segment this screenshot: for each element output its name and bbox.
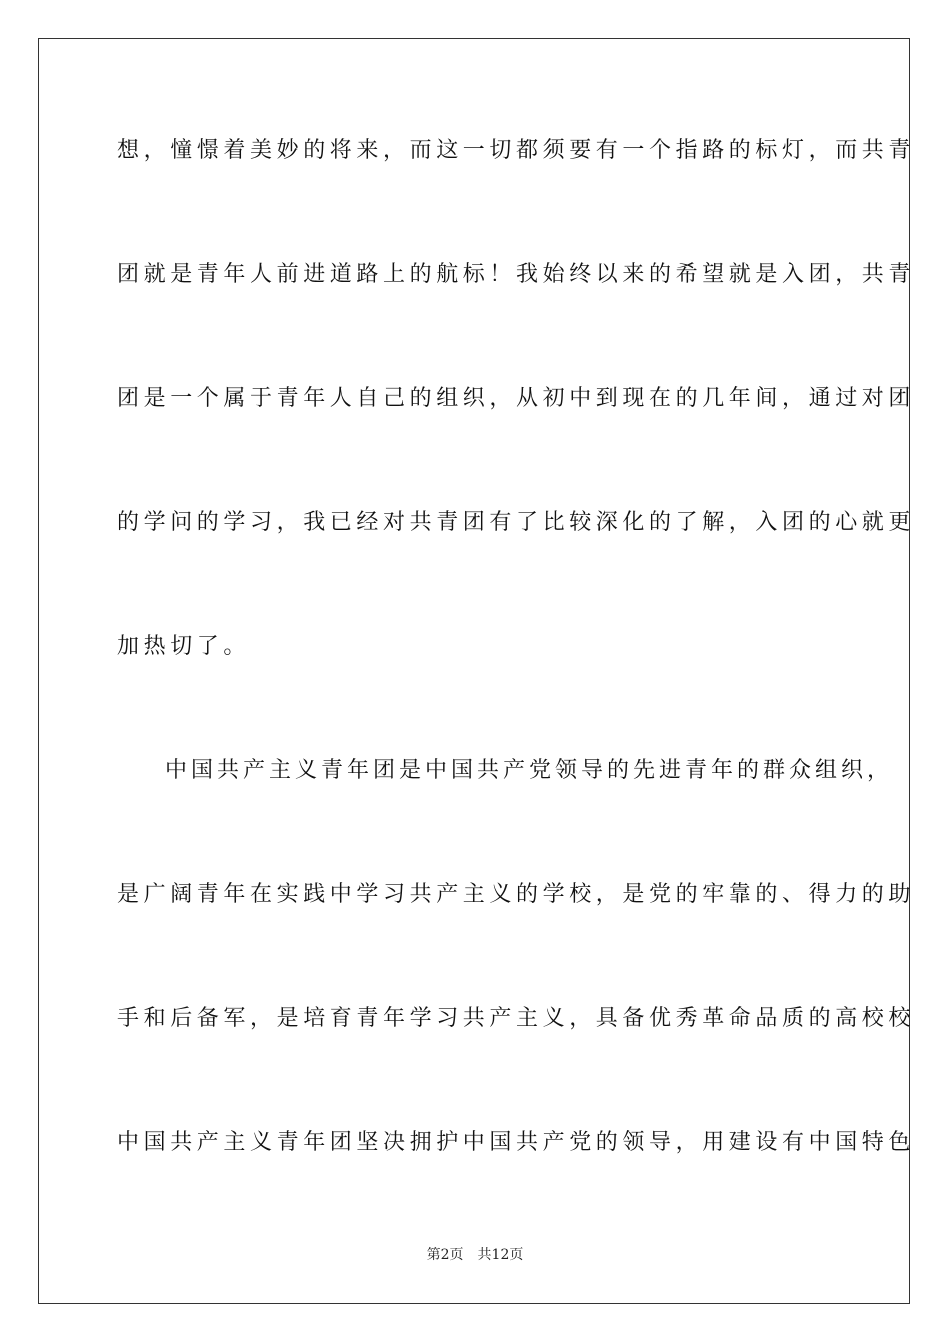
body-text-line: 加热切了。 [117, 634, 251, 659]
body-text-line: 中国共产主义青年团坚决拥护中国共产党的领导，用建设有中国特色 [117, 1130, 916, 1155]
body-text-line: 是广阔青年在实践中学习共产主义的学校，是党的牢靠的、得力的助 [117, 882, 916, 907]
page-footer [0, 1245, 950, 1265]
paragraph-start-line: 中国共产主义青年团是中国共产党领导的先进青年的群众组织， [165, 758, 894, 783]
page-number-current: 第2页 [426, 1247, 464, 1263]
body-text-line: 团是一个属于青年人自己的组织，从初中到现在的几年间，通过对团 [117, 386, 916, 411]
body-text-line: 的学问的学习，我已经对共青团有了比较深化的了解，入团的心就更 [117, 510, 916, 535]
body-text-line: 想，憧憬着美妙的将来，而这一切都须要有一个指路的标灯，而共青 [117, 138, 916, 163]
body-text-line: 手和后备军，是培育青年学习共产主义，具备优秀革命品质的高校校 [117, 1006, 916, 1031]
page-frame [38, 38, 916, 1304]
page-number-total: 共12页 [477, 1247, 524, 1263]
body-text-line: 团就是青年人前进道路上的航标！我始终以来的希望就是入团，共青 [117, 262, 916, 287]
